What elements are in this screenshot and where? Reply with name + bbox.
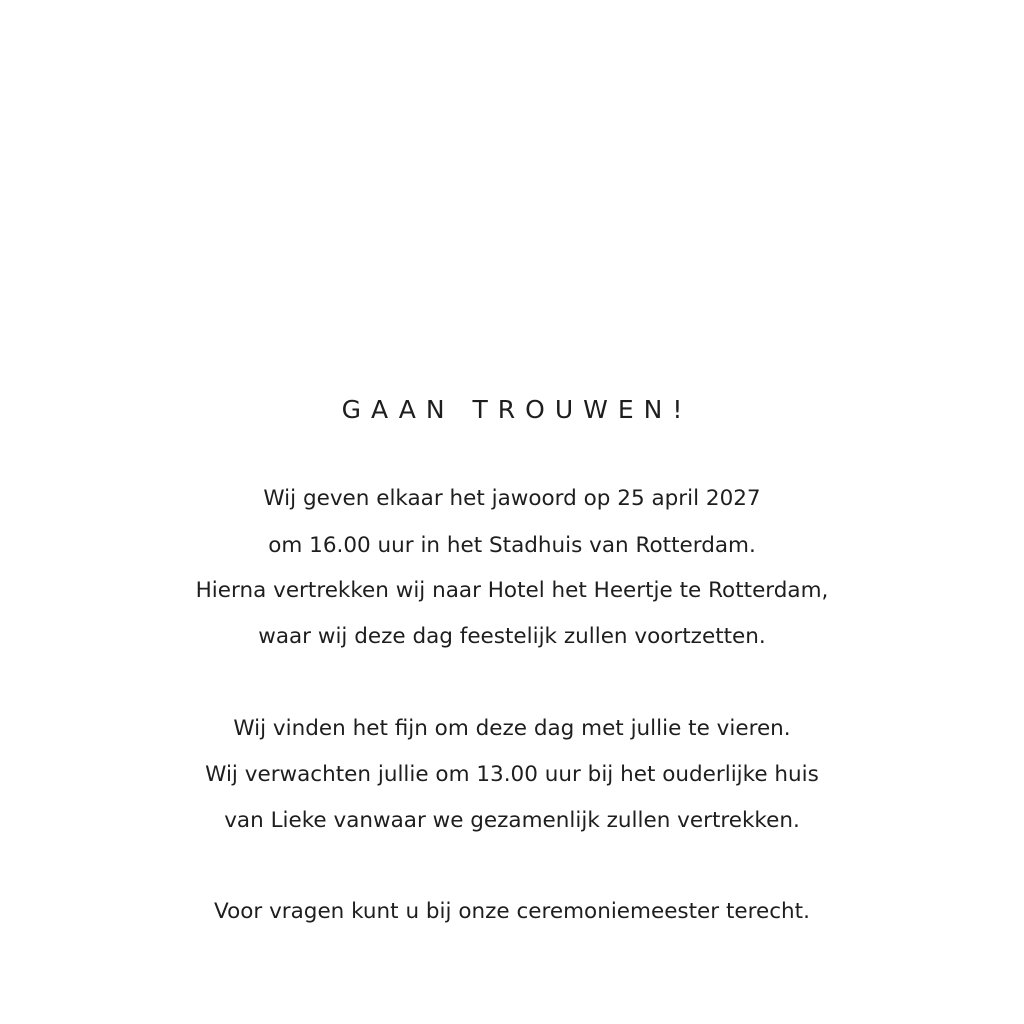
invitation-title: GAAN TROUWEN! (341, 395, 693, 424)
paragraph1-line-4: waar wij deze dag feestelijk zullen voortzetten. (258, 624, 766, 649)
paragraph1-line-1: Wij geven elkaar het jawoord op 25 april 2027 (263, 486, 761, 511)
paragraph1-line-2: om 16.00 uur in het Stadhuis van Rotterdam. (268, 533, 756, 558)
paragraph2-line-3: van Lieke vanwaar we gezamenlijk zullen vertrekken. (224, 808, 800, 833)
paragraph2-line-2: Wij verwachten jullie om 13.00 uur bij het ouderlijke huis (205, 762, 819, 787)
paragraph3-line-1: Voor vragen kunt u bij onze ceremoniemeester terecht. (214, 899, 810, 924)
paragraph2-line-1: Wij vinden het fijn om deze dag met jullie te vieren. (233, 716, 791, 741)
paragraph1-line-3: Hierna vertrekken wij naar Hotel het Heertje te Rotterdam, (195, 578, 829, 603)
